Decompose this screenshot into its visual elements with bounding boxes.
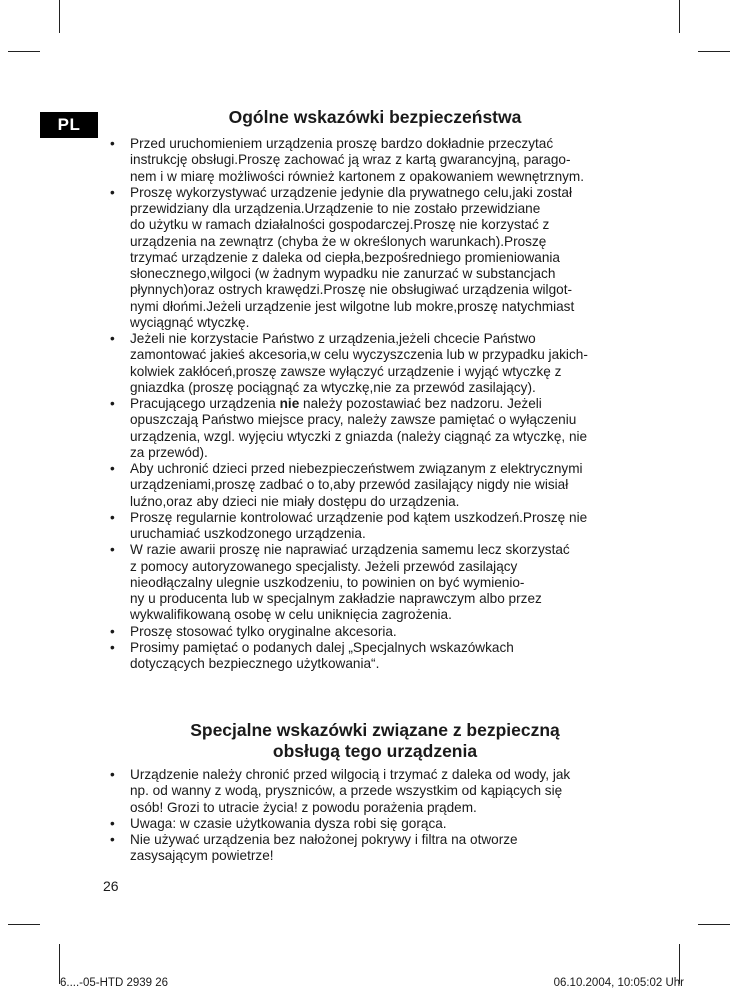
bullet-icon: •: [110, 396, 115, 411]
list-item: [110, 640, 640, 673]
section-title: [110, 720, 640, 762]
list-item: [110, 136, 640, 185]
list-item-line: uruchamiać uszkodzonego urządzenia.: [130, 526, 366, 541]
footer-timestamp: 06.10.2004, 10:05:02 Uhr: [553, 977, 684, 989]
list-item: [110, 185, 640, 331]
list-item: [110, 461, 640, 510]
bullet-icon: •: [110, 331, 115, 346]
crop-mark: [698, 51, 730, 52]
list-item-line: słonecznego,wilgoci (w żadnym wypadku nie zanurzać w substancjach: [130, 266, 556, 281]
safety-list-special: [110, 767, 640, 865]
bullet-icon: •: [110, 623, 115, 639]
page-number: 26: [103, 878, 119, 894]
list-item-line: Proszę regularnie kontrolować urządzenie pod kątem uszkodzeń.Proszę nie: [130, 509, 588, 525]
list-item: [110, 331, 640, 396]
bullet-icon: •: [110, 542, 115, 558]
crop-mark: [8, 51, 40, 52]
list-item-line: osób! Grozi to utracie życia! z powodu porażenia prądem.: [130, 799, 477, 815]
list-item-line: np. od wanny z wodą, pryszniców, a przede wszystkim od kąpiących się: [130, 783, 563, 799]
list-item-line: przewidziany dla urządzenia.Urządzenie to nie zostało przewidziane: [130, 201, 541, 216]
list-item-line: Aby uchronić dzieci przed niebezpieczeństwem związanym z elektrycznymi: [130, 461, 583, 476]
list-item-line: Przed uruchomieniem urządzenia proszę bardzo dokładnie przeczytać: [130, 136, 554, 151]
list-item-line: W razie awarii proszę nie naprawiać urządzenia samemu lecz skorzystać: [130, 542, 570, 558]
list-item-line: Nie używać urządzenia bez nałożonej pokrywy i filtra na otworze: [130, 832, 518, 847]
bullet-icon: •: [110, 509, 115, 525]
bullet-icon: •: [110, 832, 115, 847]
list-item-line: Prosimy pamiętać o podanych dalej „Specjalnych wskazówkach: [130, 639, 514, 655]
crop-mark: [698, 924, 730, 925]
section-title-line: obsługą tego urządzenia: [272, 741, 478, 761]
footer-file-info: 6....-05-HTD 2939 26: [60, 977, 169, 989]
list-item-line: instrukcję obsługi.Proszę zachować ją wraz z kartą gwarancyjną, parago-: [130, 152, 571, 168]
list-item-line: kolwiek zakłóceń,proszę zawsze wyłączyć urządzenie i wyjąć wtyczkę z: [130, 363, 562, 379]
list-item-line: z pomocy autoryzowanego specjalisty. Jeżeli przewód zasilający: [130, 558, 518, 574]
list-item-line: urządzenia na zewnątrz (chyba że w określonych warunkach).Proszę: [130, 233, 547, 249]
list-item-line: nymi dłońmi.Jeżeli urządzenie jest wilgotne lub mokre,proszę natychmiast: [130, 298, 575, 314]
list-item-line: płynnych)oraz ostrych krawędzi.Proszę nie obsługiwać urządzenia wilgot-: [130, 282, 572, 298]
bullet-icon: •: [110, 184, 115, 200]
list-item: [110, 832, 640, 865]
list-item-line: nieodłączalny ulegnie uszkodzeniu, to powinien on być wymienio-: [130, 574, 525, 590]
list-item-line: wyciągnąć wtyczkę.: [130, 314, 250, 330]
list-item-line: Pracującego urządzenia nie należy pozostawiać bez nadzoru. Jeżeli: [130, 396, 542, 411]
list-item-line: Jeżeli nie korzystacie Państwo z urządzenia,jeżeli chcecie Państwo: [130, 331, 536, 346]
list-item-line: wykwalifikowaną osobę w celu uniknięcia zagrożenia.: [130, 607, 452, 623]
list-item: [110, 624, 640, 640]
emphasis: nie: [279, 396, 300, 411]
list-item-line: ny u producenta lub w specjalnym zakładzie naprawczym albo przez: [130, 591, 542, 606]
list-item-line: urządzenia, wzgl. wyjęciu wtyczki z gniazda (należy ciągnąć za wtyczkę, nie: [130, 428, 588, 444]
list-item-line: trzymać urządzenie z daleka od ciepła,bezpośredniego promieniowania: [130, 249, 560, 265]
bullet-icon: •: [110, 767, 115, 782]
list-item-line: Urządzenie należy chronić przed wilgocią i trzymać z daleka od wody, jak: [130, 767, 571, 782]
language-tab: PL: [40, 112, 98, 138]
section-title: Ogólne wskazówki bezpieczeństwa: [228, 107, 522, 127]
list-item-line: Proszę stosować tylko oryginalne akcesoria.: [130, 623, 397, 639]
list-item: [110, 767, 640, 816]
list-item-line: do użytku w ramach działalności gospodarczej.Proszę nie korzystać z: [130, 217, 550, 233]
list-item-line: urządzeniami,proszę zadbać o to,aby przewód zasilający nigdy nie wisiał: [130, 477, 569, 493]
crop-mark: [679, 0, 680, 33]
bullet-icon: •: [110, 639, 115, 655]
list-item: [110, 510, 640, 543]
list-item-line: zasysającym powietrze!: [130, 848, 274, 864]
crop-mark: [59, 0, 60, 33]
list-item-line: Proszę wykorzystywać urządzenie jedynie dla prywatnego celu,jaki został: [130, 184, 573, 200]
list-item: [110, 816, 640, 832]
list-item-line: luźno,oraz aby dzieci nie miały dostępu do urządzenia.: [130, 493, 460, 509]
bullet-icon: •: [110, 815, 115, 831]
list-item-line: nem i w miarę możliwości również kartonem z opakowaniem wewnętrznym.: [130, 168, 585, 184]
list-item-line: za przewód).: [130, 444, 208, 460]
section-title-line: Specjalne wskazówki związane z bezpieczną: [190, 720, 560, 740]
list-item-line: gniazdka (proszę pociągnąć za wtyczkę,nie za przewód zasilający).: [130, 379, 536, 395]
safety-list-general: [110, 136, 640, 672]
list-item: [110, 542, 640, 623]
list-item-line: zamontować jakieś akcesoria,w celu wyczyszczenia lub w przypadku jakich-: [130, 347, 588, 363]
bullet-icon: •: [110, 461, 115, 476]
list-item-line: dotyczących bezpiecznego użytkowania“.: [130, 656, 380, 671]
crop-mark: [8, 924, 40, 925]
list-item: [110, 396, 640, 461]
list-item-line: opuszczają Państwo miejsce pracy, należy zawsze pamiętać o wyłączeniu: [130, 412, 577, 428]
bullet-icon: •: [110, 136, 115, 151]
list-item-line: Uwaga: w czasie użytkowania dysza robi się gorąca.: [130, 815, 447, 831]
